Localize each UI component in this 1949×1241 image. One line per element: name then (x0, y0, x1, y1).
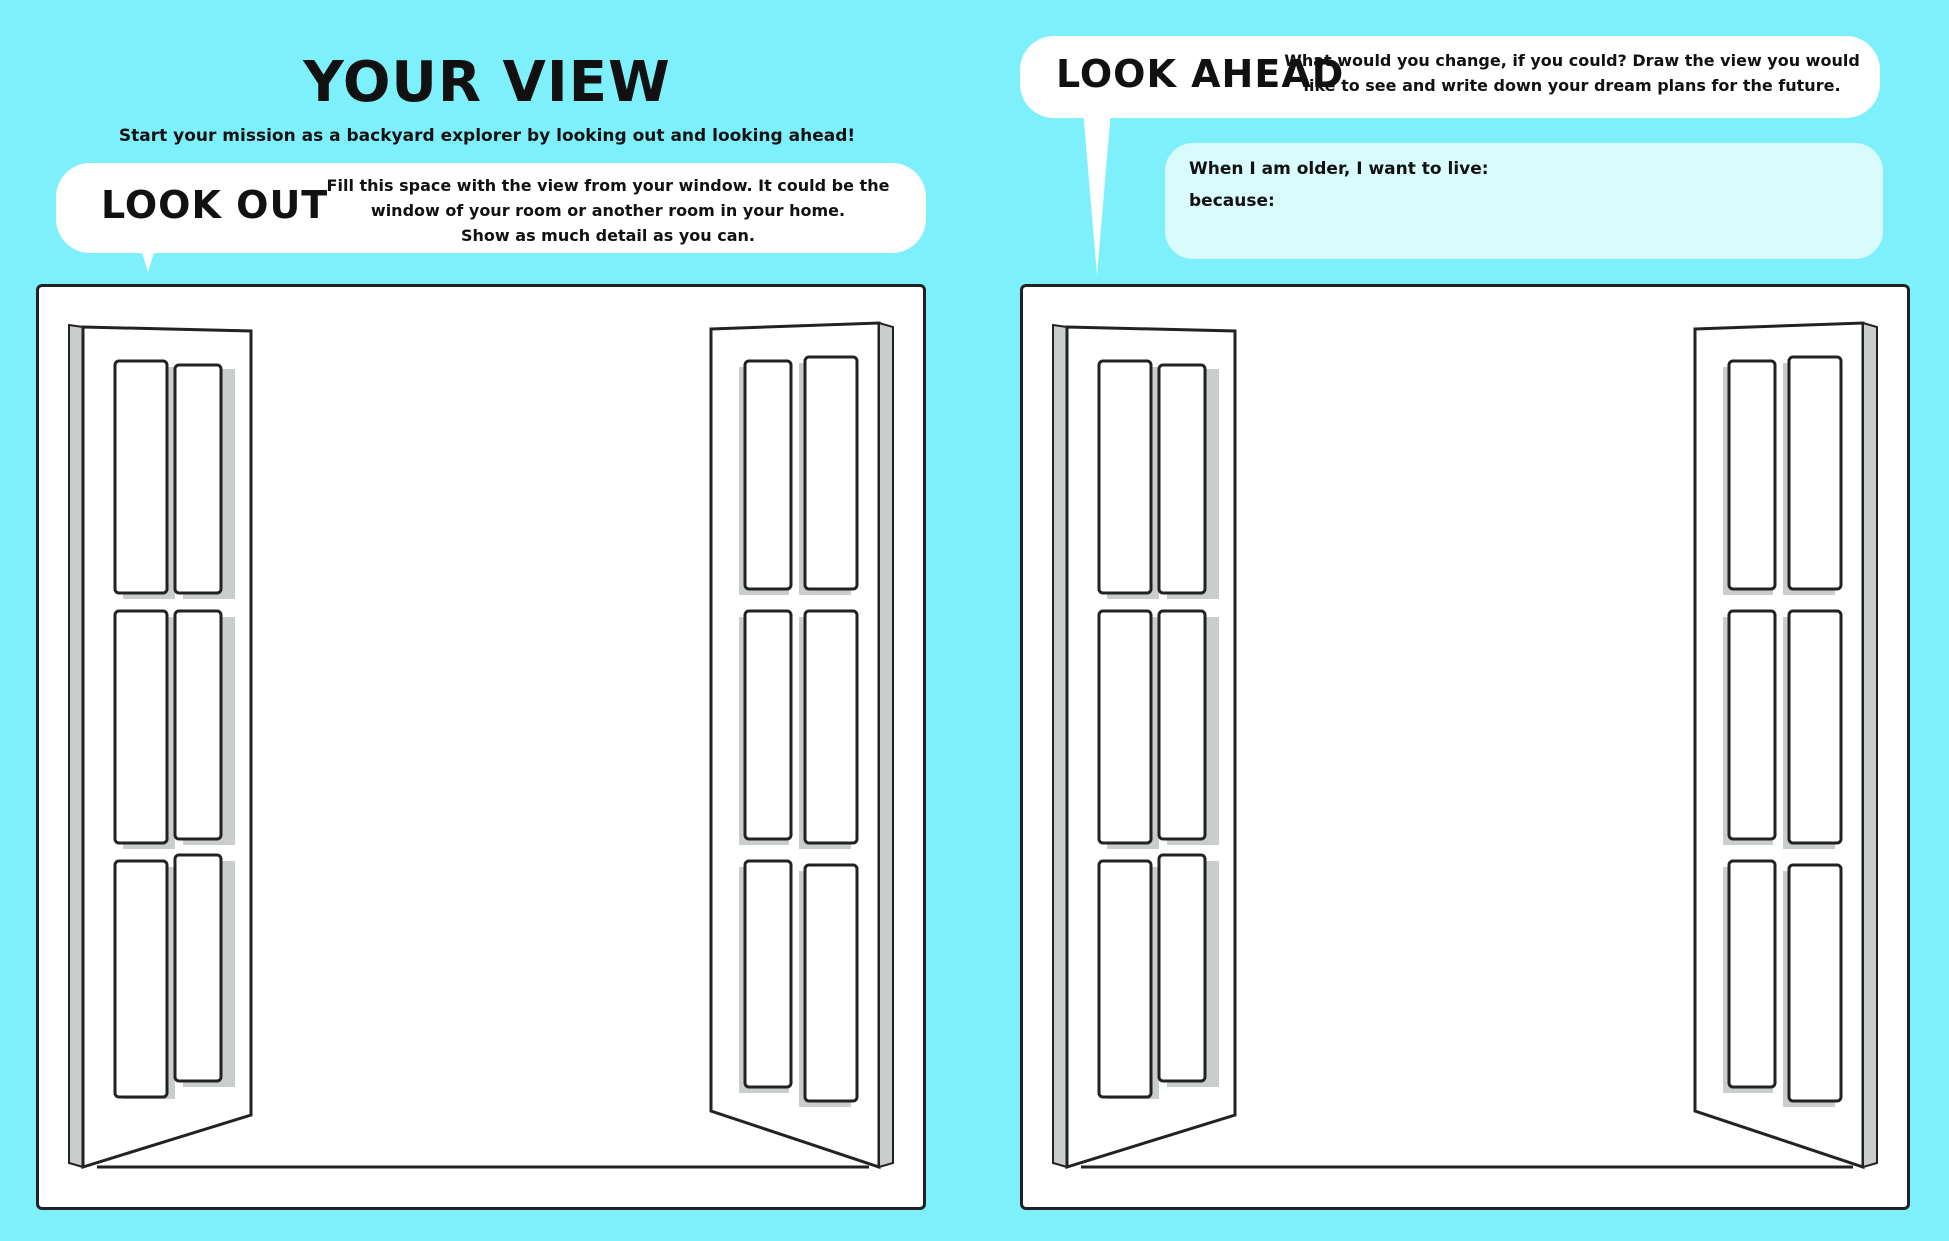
right-page (975, 0, 1949, 1241)
look-out-drawing-area[interactable] (36, 284, 926, 1210)
page-subtitle: Start your mission as a backyard explorer by looking out and looking ahead! (118, 126, 856, 146)
look-out-bubble (56, 163, 926, 253)
look-out-instruction-line: window of your room or another room in your home. (370, 201, 846, 220)
open-window-left-icon (39, 287, 923, 1207)
where-to-live-prompt: When I am older, I want to live: (1189, 159, 1489, 179)
page-title: YOUR VIEW (303, 50, 671, 115)
open-window-right-icon (1023, 287, 1907, 1207)
left-page (0, 0, 974, 1241)
look-ahead-instructions (1282, 48, 1862, 98)
look-ahead-drawing-area[interactable] (1020, 284, 1910, 1210)
look-ahead-instruction-line: like to see and write down your dream plans for the future. (1303, 76, 1841, 95)
look-ahead-instruction-line: What would you change, if you could? Draw the view you would (1284, 51, 1860, 70)
look-ahead-heading: LOOK AHEAD (1056, 52, 1345, 96)
because-prompt: because: (1189, 191, 1275, 211)
look-ahead-bubble-tail (1083, 110, 1111, 275)
look-out-instructions (318, 173, 898, 248)
look-ahead-bubble (1020, 36, 1880, 118)
dream-plans-answer-box[interactable] (1165, 143, 1883, 259)
look-out-instruction-line: Fill this space with the view from your window. It could be the (326, 176, 890, 195)
look-out-heading: LOOK OUT (101, 183, 329, 227)
look-out-instruction-line: Show as much detail as you can. (461, 226, 755, 245)
